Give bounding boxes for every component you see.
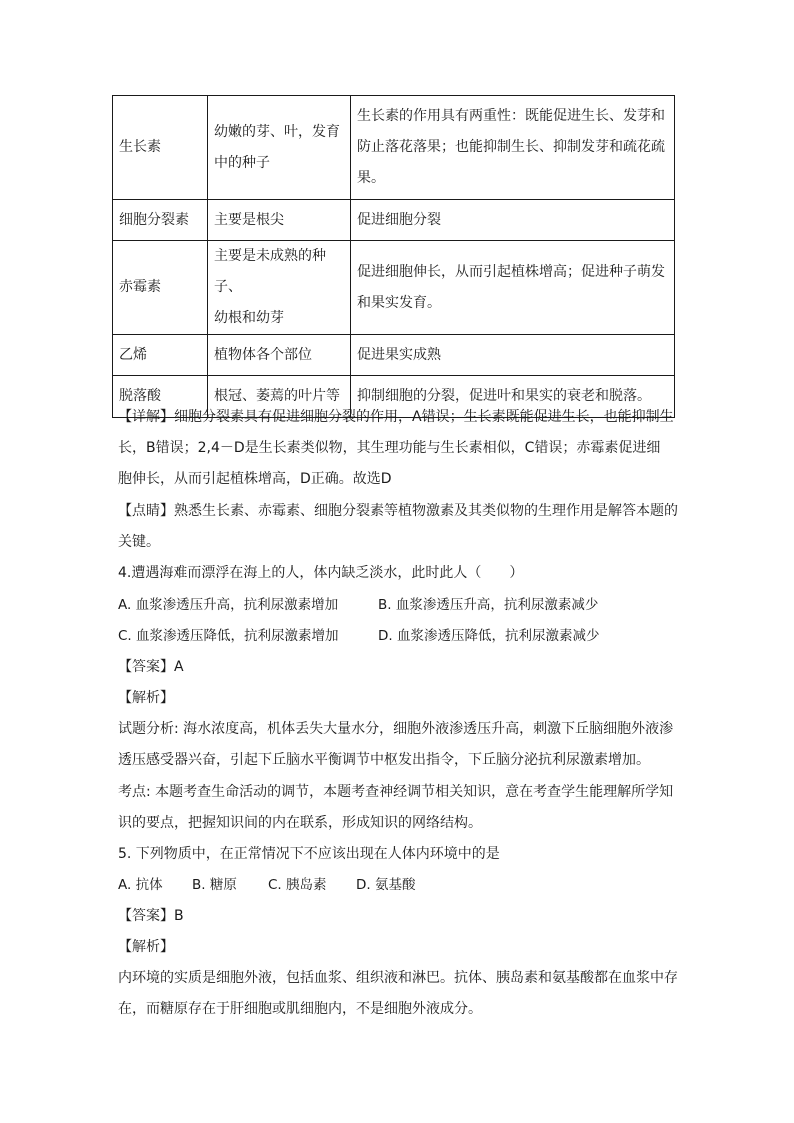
q3-comment-line: 【点睛】熟悉生长素、赤霉素、细胞分裂素等植物激素及其类似物的生理作用是解答本题的: [118, 503, 678, 519]
q5-analysis-line: 在，而糖原存在于肝细胞或肌细胞内，不是细胞外液成分。: [118, 1001, 482, 1017]
q4-analysis-line: 透压感受器兴奋，引起下丘脑水平衡调节中枢发出指令，下丘脑分泌抗利尿激素增加。: [118, 752, 650, 768]
hormone-name-cell: 生长素: [113, 96, 208, 200]
q3-detail-line: 【详解】细胞分裂素具有促进细胞分裂的作用，A错误；生长素既能促进生长，也能抑制生: [118, 409, 674, 425]
q4-option-c: C. 血浆渗透压降低，抗利尿激素增加: [118, 628, 339, 644]
table-row: [113, 96, 675, 200]
hormone-name-cell: 乙烯: [113, 335, 208, 376]
table-row: [113, 335, 675, 376]
hormone-source-cell: 主要是根尖: [208, 200, 351, 241]
hormone-source-cell: 植物体各个部位: [208, 335, 351, 376]
hormone-function-cell: 促进细胞分裂: [351, 200, 675, 241]
q4-analysis-line: 试题分析: 海水浓度高，机体丢失大量水分，细胞外液渗透压升高，刺激下丘脑细胞外液渗: [118, 721, 674, 737]
q5-answer: 【答案】B: [118, 908, 184, 924]
q5-option-c: C. 胰岛素: [268, 877, 327, 893]
q3-comment-line: 关键。: [118, 534, 160, 550]
q3-detail-line: 胞伸长，从而引起植株增高，D正确。故选D: [118, 471, 392, 487]
hormone-function-cell: 生长素的作用具有两重性：既能促进生长、发芽和 防止落花落果；也能抑制生长、抑制发芽和疏花疏 果。: [351, 96, 675, 200]
q5-option-d: D. 氨基酸: [356, 877, 416, 893]
q4-option-b: B. 血浆渗透压升高，抗利尿激素减少: [378, 597, 599, 613]
hormone-name-cell: 赤霉素: [113, 241, 208, 335]
q4-answer: 【答案】A: [118, 659, 184, 675]
q4-option-a: A. 血浆渗透压升高，抗利尿激素增加: [118, 597, 339, 613]
q4-analysis-line: 识的要点，把握知识间的内在联系，形成知识的网络结构。: [118, 815, 482, 831]
q5-option-a: A. 抗体: [118, 877, 163, 893]
hormone-name-cell: 细胞分裂素: [113, 200, 208, 241]
hormone-function-cell: 促进细胞伸长，从而引起植株增高；促进种子萌发 和果实发育。: [351, 241, 675, 335]
hormone-source-cell: 根冠、萎蔫的叶片等: [208, 376, 351, 418]
hormone-name-cell: 脱落酸: [113, 376, 208, 418]
q5-analysis-line: 内环境的实质是细胞外液，包括血浆、组织液和淋巴。抗体、胰岛素和氨基酸都在血浆中存: [118, 970, 678, 986]
hormone-source-cell: 主要是未成熟的种子、 幼根和幼芽: [208, 241, 351, 335]
plant-hormone-table: [112, 95, 675, 418]
hormone-function-cell: 促进果实成熟: [351, 335, 675, 376]
q4-question: 4.遭遇海难而漂浮在海上的人，体内缺乏淡水，此时此人（ ）: [118, 565, 524, 581]
q5-question: 5. 下列物质中，在正常情况下不应该出现在人体内环境中的是: [118, 846, 500, 862]
table-row: [113, 200, 675, 241]
q4-analysis-label: 【解析】: [118, 690, 174, 706]
q3-detail-line: 长，B错误；2,4－D是生长素类似物，其生理功能与生长素相似，C错误；赤霉素促进细: [118, 440, 661, 456]
table-row: [113, 241, 675, 335]
hormone-function-cell: 抑制细胞的分裂，促进叶和果实的衰老和脱落。: [351, 376, 675, 418]
q4-option-d: D. 血浆渗透压降低，抗利尿激素减少: [378, 628, 600, 644]
q4-analysis-line: 考点: 本题考查生命活动的调节，本题考查神经调节相关知识，意在考查学生能理解所学知: [118, 784, 674, 800]
hormone-source-cell: 幼嫩的芽、叶，发育 中的种子: [208, 96, 351, 200]
q5-option-b: B. 糖原: [192, 877, 237, 893]
q5-analysis-label: 【解析】: [118, 939, 174, 955]
